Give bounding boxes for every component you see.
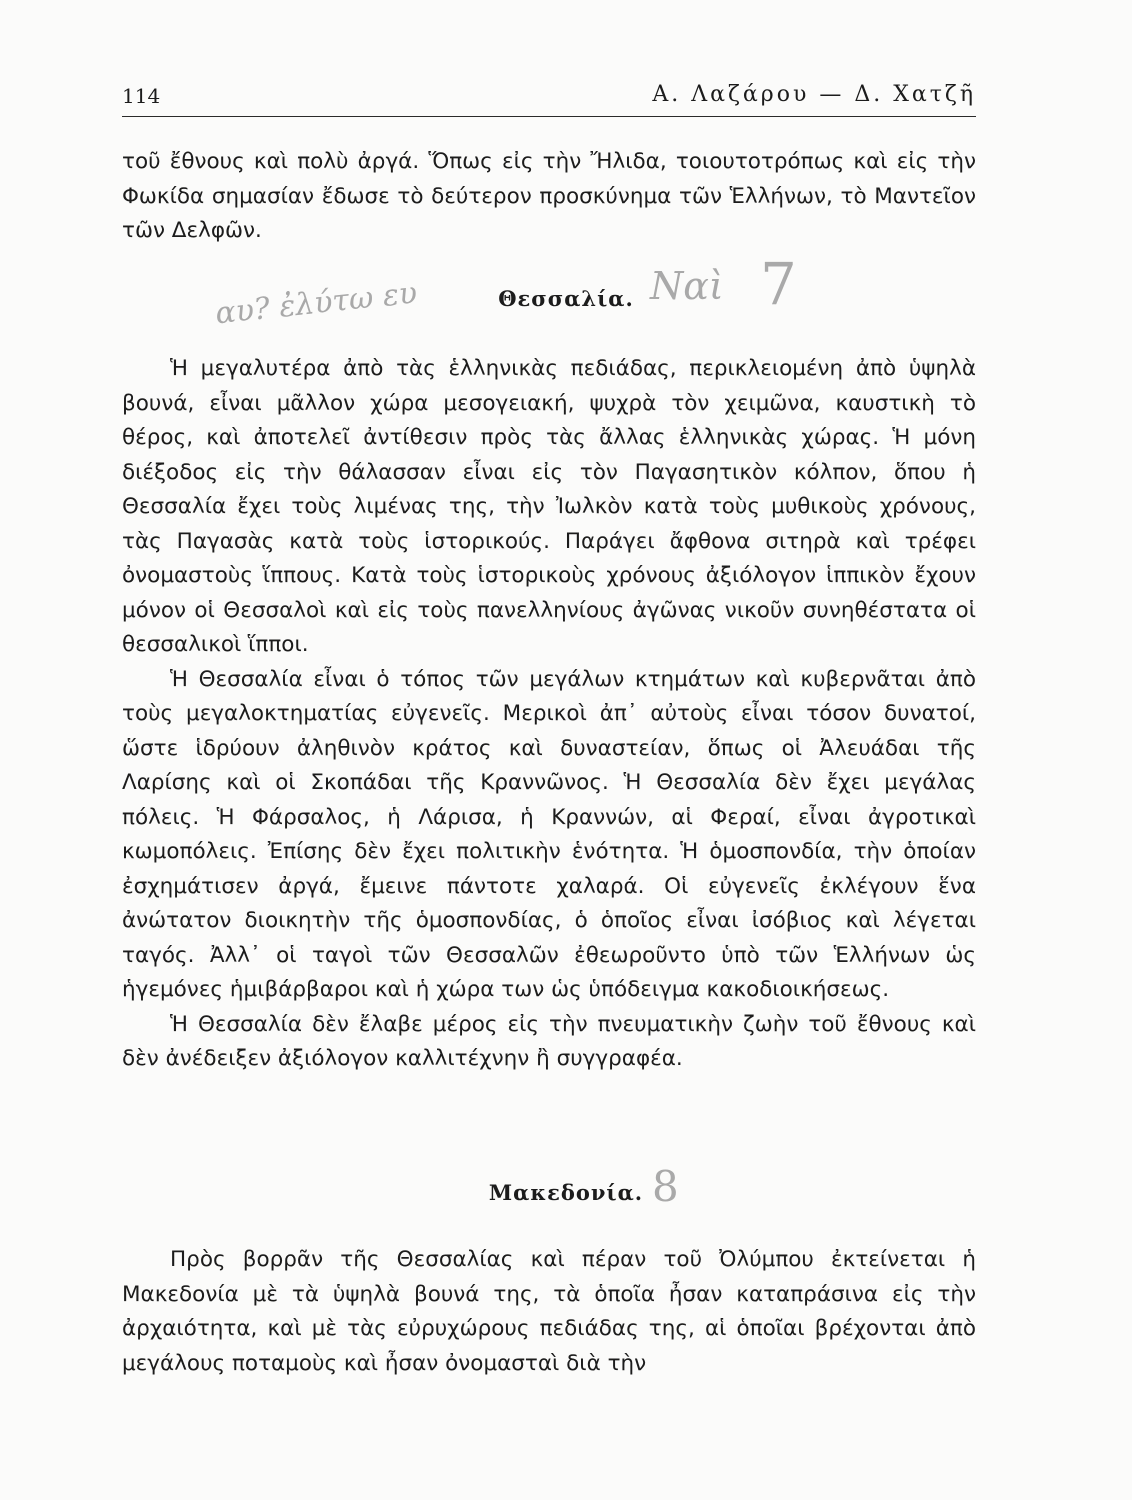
handwritten-number-8: 8 xyxy=(652,1162,679,1211)
running-head xyxy=(122,80,976,117)
handwritten-note-right: Ναὶ xyxy=(650,264,724,308)
intro-paragraph xyxy=(122,145,976,249)
thessaly-body xyxy=(122,352,976,1077)
intro-text: τοῦ ἔθνους καὶ πολὺ ἀργά. Ὅπως εἰς τὴν Ἤλιδα, τοιουτοτρόπως καὶ εἰς τὴν Φωκίδα σημασίαν ἔδωσε τὸ δεύτερον προσκύνημα τῶν Ἑλλήνων, τὸ Μαντεῖον τῶν Δελφῶν. xyxy=(122,149,976,243)
running-title: Α. Λαζάρου — Δ. Χατζῆ xyxy=(652,82,976,107)
thessaly-paragraph-3: Ἡ Θεσσαλία δὲν ἔλαβε μέρος εἰς τὴν πνευματικὴν ζωὴν τοῦ ἔθνους καὶ δὲν ἀνέδειξεν ἀξιόλογον καλλιτέχνην ἢ συγγραφέα. xyxy=(122,1011,976,1071)
handwritten-note-left: αυ? ἐλύτω ευ xyxy=(213,275,419,332)
handwritten-number-7: 7 xyxy=(760,250,797,318)
heading-thessaly: Θεσσαλία. xyxy=(498,286,634,311)
thessaly-paragraph-2: Ἡ Θεσσαλία εἶναι ὁ τόπος τῶν μεγάλων κτημάτων καὶ κυβερνᾶται ἀπὸ τοὺς μεγαλοκτηματίας εὐγενεῖς. Μερικοὶ ἀπ᾽ αὐτοὺς εἶναι τόσον δυνατοί, ὥστε ἱδρύουν ἀληθινὸν κράτος καὶ δυναστείαν, ὅπως οἱ Ἀλευάδαι τῆς Λαρίσης καὶ οἱ Σκοπάδαι τῆς Κραννῶνος. Ἡ Θεσσαλία δὲν ἔχει μεγάλας πόλεις. Ἡ Φάρσαλος, ἡ Λάρισα, ἡ Κραννών, αἱ Φεραί, εἶναι ἀγροτικαὶ κωμοπόλεις. Ἐπίσης δὲν ἔχει πολιτικὴν ἑνότητα. Ἡ ὁμοσπονδία, τὴν ὁποίαν ἐσχημάτισεν ἀργά, ἔμεινε πάντοτε χαλαρά. Οἱ εὐγενεῖς ἐκλέγουν ἕνα ἀνώτατον διοικητὴν τῆς ὁμοσπονδίας, ὁ ὁποῖος εἶναι ἰσόβιος καὶ λέγεται ταγός. Ἀλλ᾽ οἱ ταγοὶ τῶν Θεσσαλῶν ἐθεωροῦντο ὑπὸ τῶν Ἑλλήνων ὡς ἡγεμόνες ἡμιβάρβαροι καὶ ἡ χώρα των ὡς ὑπόδειγμα κακοδιοικήσεως. xyxy=(122,666,976,1002)
macedonia-paragraph-1: Πρὸς βορρᾶν τῆς Θεσσαλίας καὶ πέραν τοῦ Ὀλύμπου ἐκτείνεται ἡ Μακεδονία μὲ τὰ ὑψηλὰ βουνά της, τὰ ὁποῖα ἦσαν καταπράσινα εἰς τὴν ἀρχαιότητα, καὶ μὲ τὰς εὐρυχώρους πεδιάδας της, αἱ ὁποῖαι βρέχονται ἀπὸ μεγάλους ποταμοὺς καὶ ἦσαν ὀνομασταὶ διὰ τὴν xyxy=(122,1247,976,1376)
macedonia-body xyxy=(122,1243,976,1381)
page-number: 114 xyxy=(122,84,161,108)
heading-macedonia: Μακεδονία. xyxy=(488,1180,644,1205)
thessaly-paragraph-1: Ἡ μεγαλυτέρα ἀπὸ τὰς ἑλληνικὰς πεδιάδας, περικλειομένη ἀπὸ ὑψηλὰ βουνά, εἶναι μᾶλλον χώρα μεσογειακή, ψυχρὰ τὸν χειμῶνα, καυστικὴ τὸ θέρος, καὶ ἀποτελεῖ ἀντίθεσιν πρὸς τὰς ἄλλας ἑλληνικὰς χώρας. Ἡ μόνη διέξοδος εἰς τὴν θάλασσαν εἶναι εἰς τὸν Παγασητικὸν κόλπον, ὅπου ἡ Θεσσαλία ἔχει τοὺς λιμένας της, τὴν Ἰωλκὸν κατὰ τοὺς μυθικοὺς χρόνους, τὰς Παγασὰς κατὰ τοὺς ἱστορικούς. Παράγει ἄφθονα σιτηρὰ καὶ τρέφει ὀνομαστοὺς ἵππους. Κατὰ τοὺς ἱστορικοὺς χρόνους ἀξιόλογον ἱππικὸν ἔχουν μόνον οἱ Θεσσαλοὶ καὶ εἰς τοὺς πανελληνίους ἀγῶνας νικοῦν συνηθέστατα οἱ θεσσαλικοὶ ἵπποι. xyxy=(122,356,976,657)
